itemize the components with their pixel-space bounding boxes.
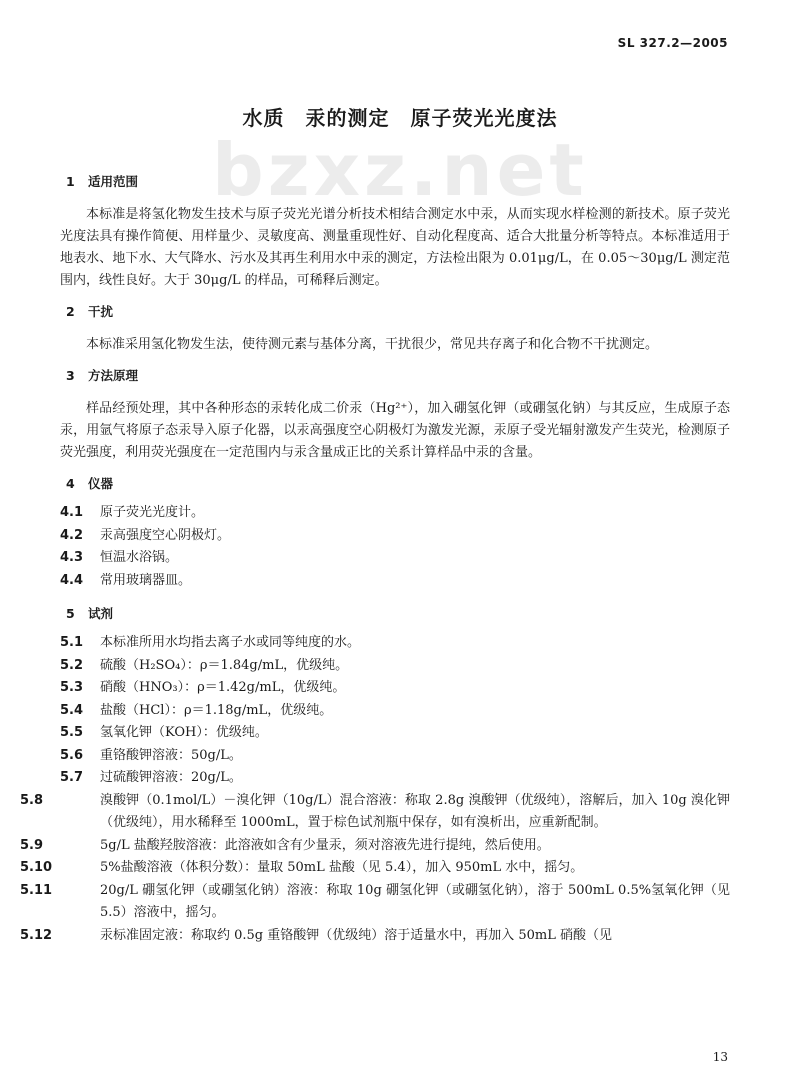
list-item	[20, 857, 730, 880]
item-number: 5.5	[60, 725, 84, 740]
item-text: 过硫酸钾溶液：20g/L。	[100, 770, 242, 785]
section-heading-1	[60, 172, 730, 190]
section-title: 仪器	[88, 476, 114, 491]
item-text: 溴酸钾（0.1mol/L）－溴化钾（10g/L）混合溶液：称取 2.8g 溴酸钾（优级纯），溶解后，加入 10g 溴化钾（优级纯），用水稀释至 1000mL，置于棕色试剂瓶中保存，如有溴析出，应重新配制。	[100, 792, 730, 830]
item-number: 5.2	[60, 657, 84, 673]
section-heading-2	[60, 302, 730, 320]
item-number: 5.8	[20, 792, 44, 808]
section-title: 试剂	[88, 606, 114, 621]
section-number: 2	[66, 304, 75, 319]
list-item	[60, 700, 730, 723]
list-item	[60, 525, 730, 548]
item-text: 5%盐酸溶液（体积分数）：量取 50mL 盐酸（见 5.4），加入 950mL 水中，摇匀。	[100, 860, 584, 875]
list-item	[60, 632, 730, 655]
list-item	[20, 925, 730, 948]
item-text: 常用玻璃器皿。	[100, 572, 192, 588]
list-item	[60, 745, 730, 768]
section-paragraph-3: 样品经预处理，其中各种形态的汞转化成二价汞（Hg²⁺），加入硼氢化钾（或硼氢化钠）与其反应，生成原子态汞，用氩气将原子态汞导入原子化器，以汞高强度空心阴极灯为激发光源，汞原子受光辐射激发产生荧光，检测原子荧光强度，利用荧光强度在一定范围内与汞含量成正比的关系计算样品中汞的含量。	[60, 401, 730, 460]
list-item	[60, 570, 730, 593]
item-text: 重铬酸钾溶液：50g/L。	[100, 747, 242, 763]
section-number: 3	[66, 368, 75, 383]
section-paragraph-2: 本标准采用氢化物发生法，使待测元素与基体分离，干扰很少，常见共存离子和化合物不干扰测定。	[86, 337, 659, 352]
section-title: 适用范围	[88, 174, 139, 189]
standard-code: SL 327.2—2005	[617, 36, 728, 50]
item-number: 5.7	[60, 770, 84, 785]
section-number: 5	[66, 606, 75, 621]
watermark: bzxz.net	[212, 128, 588, 212]
section-paragraph-1: 本标准是将氢化物发生技术与原子荧光光谱分析技术相结合测定水中汞，从而实现水样检测的新技术。原子荧光光度法具有操作简便、用样量少、灵敏度高、测量重现性好、自动化程度高、适合大批量分析等特点。本标准适用于地表水、地下水、大气降水、污水及其再生利用水中汞的测定，方法检出限为 0.01μg/L，在 0.05～30μg/L 测定范围内，线性良好。大于 30μg/L 的样品，可稀释后测定。	[60, 207, 730, 288]
item-text: 5g/L 盐酸羟胺溶液：此溶液如含有少量汞，须对溶液先进行提纯，然后使用。	[100, 837, 550, 853]
section-heading-3	[60, 366, 730, 384]
item-text: 20g/L 硼氢化钾（或硼氢化钠）溶液：称取 10g 硼氢化钾（或硼氢化钠），溶于 500mL 0.5%氢氧化钾（见 5.5）溶液中，摇匀。	[100, 882, 730, 920]
item-text: 硫酸（H₂SO₄）：ρ＝1.84g/mL，优级纯。	[100, 657, 349, 673]
item-number: 4.4	[60, 572, 84, 588]
list-item	[60, 722, 730, 745]
list-item	[20, 880, 730, 925]
list-item	[60, 502, 730, 525]
section-number: 1	[66, 174, 75, 189]
item-text: 恒温水浴锅。	[100, 550, 179, 565]
item-number: 5.6	[60, 747, 84, 763]
item-number: 4.3	[60, 550, 84, 565]
section-title: 方法原理	[88, 368, 139, 383]
list-item	[60, 655, 730, 678]
list-item	[20, 835, 730, 858]
list-item	[60, 547, 730, 570]
item-number: 5.3	[60, 680, 84, 695]
document-body	[20, 172, 730, 947]
section-heading-4	[60, 474, 730, 492]
item-number: 5.10	[20, 860, 53, 875]
page-number: 13	[712, 1050, 728, 1064]
item-number: 4.2	[60, 527, 84, 543]
item-text: 原子荧光光度计。	[100, 505, 205, 520]
list-item	[60, 767, 730, 790]
item-text: 硝酸（HNO₃）：ρ＝1.42g/mL，优级纯。	[100, 680, 346, 695]
item-text: 本标准所用水均指去离子水或同等纯度的水。	[100, 635, 361, 650]
section-title: 干扰	[88, 304, 114, 319]
item-text: 汞标准固定液：称取约 0.5g 重铬酸钾（优级纯）溶于适量水中，再加入 50mL 硝酸（见	[100, 927, 613, 943]
item-text: 汞高强度空心阴极灯。	[100, 527, 231, 543]
item-number: 4.1	[60, 505, 84, 520]
item-number: 5.12	[20, 927, 53, 943]
item-number: 5.9	[20, 837, 44, 853]
section-heading-5	[60, 604, 730, 622]
page-title: 水质 汞的测定 原子荧光光度法	[242, 106, 558, 130]
item-number: 5.11	[20, 882, 53, 898]
item-number: 5.4	[60, 702, 84, 718]
list-item	[20, 790, 730, 835]
item-number: 5.1	[60, 635, 84, 650]
list-item	[60, 677, 730, 700]
item-text: 盐酸（HCl）：ρ＝1.18g/mL，优级纯。	[100, 702, 333, 718]
section-number: 4	[66, 476, 75, 491]
item-text: 氢氧化钾（KOH）：优级纯。	[100, 725, 268, 740]
